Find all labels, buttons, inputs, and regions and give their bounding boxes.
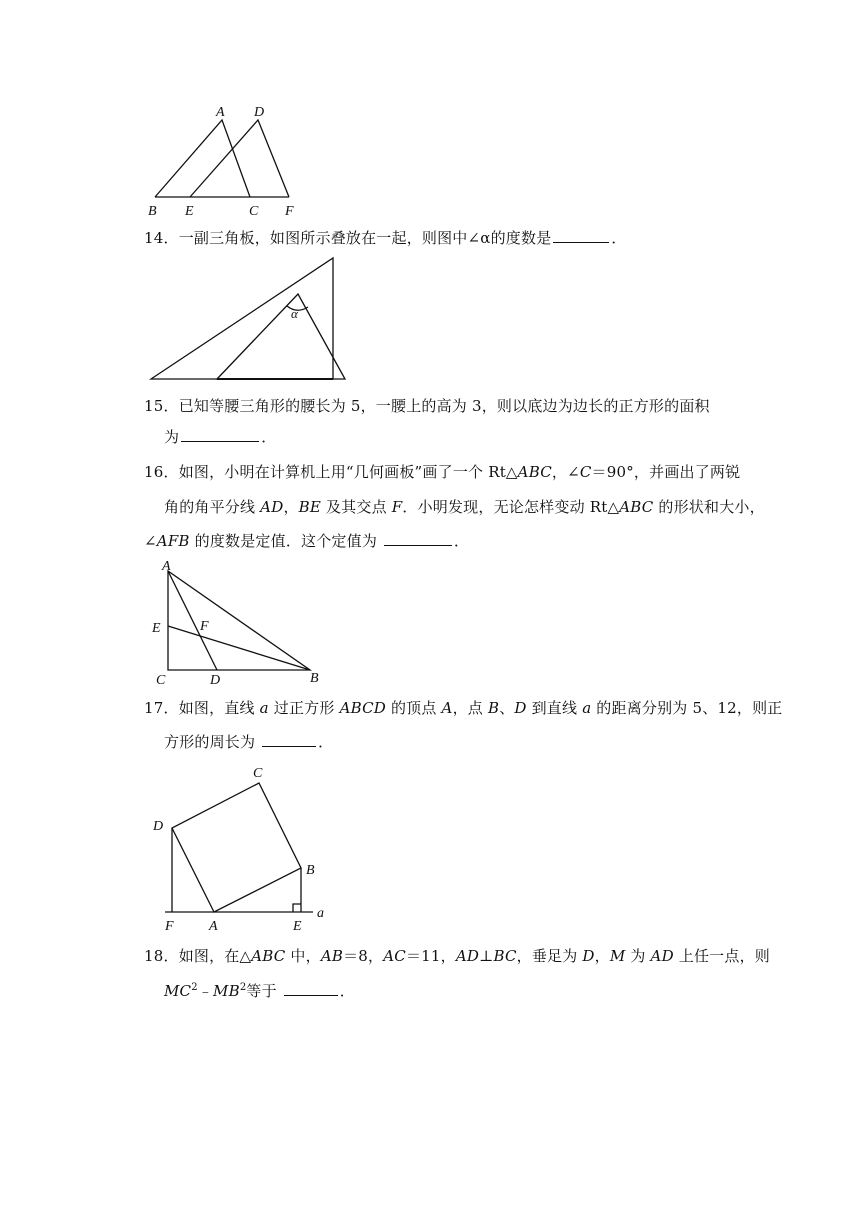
question-number: 15． (144, 397, 179, 415)
question-text: 如图，小明在计算机上用“几何画板”画了一个 Rt△ (178, 463, 518, 481)
math-var: B (487, 699, 500, 717)
label-e: E (152, 621, 161, 636)
figure-two-triangles (140, 100, 310, 220)
question-end: ． (318, 733, 334, 751)
question-text: 、 (499, 699, 515, 717)
question-text: 方形的周长为 (164, 733, 261, 751)
question-text: 上任一点，则 (673, 947, 770, 965)
math-var: D (514, 699, 527, 717)
question-17-cont (164, 732, 333, 752)
math-var: C (579, 463, 592, 481)
math-var: D (582, 947, 595, 965)
math-var: AC (383, 947, 406, 965)
label-line-a: a (317, 906, 324, 921)
math-var: AD (455, 947, 480, 965)
question-14 (144, 228, 627, 248)
label-d: D (254, 105, 265, 120)
answer-blank (181, 427, 259, 442)
question-text: 为 (625, 947, 651, 965)
question-text: ＝11， (405, 947, 456, 965)
question-text: 为 (164, 428, 180, 446)
question-text: 的度数是定值．这个定值为 (189, 532, 382, 550)
math-var: a (582, 699, 592, 717)
question-text: 的形状和大小， (653, 498, 765, 516)
question-end: ． (454, 532, 470, 550)
math-var: BE (298, 498, 322, 516)
question-text: 过正方形 (268, 699, 340, 717)
question-text: ∠ (144, 532, 157, 550)
question-number: 14． (144, 229, 179, 247)
math-var: ABC (517, 463, 552, 481)
question-text: ＝8， (343, 947, 384, 965)
question-text: ，点 (452, 699, 488, 717)
label-a: A (209, 919, 218, 934)
exponent: 2 (191, 982, 198, 993)
math-var: ABC (251, 947, 286, 965)
label-c: C (253, 766, 263, 781)
question-16-cont (164, 497, 765, 517)
math-var: A (441, 699, 453, 717)
answer-blank (384, 531, 452, 546)
question-text: 到直线 (526, 699, 583, 717)
answer-blank (262, 732, 316, 747)
label-a: A (162, 559, 171, 574)
label-b: B (310, 671, 319, 686)
question-18 (144, 946, 770, 966)
label-f: F (165, 919, 174, 934)
question-text: 中， (285, 947, 321, 965)
question-text: 的距离分别为 5、12，则正 (591, 699, 783, 717)
figure-right-triangle-bisectors (150, 560, 330, 690)
question-text: 一副三角板，如图所示叠放在一起，则图中∠α的度数是 (178, 229, 552, 247)
question-15 (144, 396, 710, 416)
question-text: 等于 (246, 982, 282, 1000)
question-end: ． (611, 229, 627, 247)
answer-blank (553, 228, 609, 243)
label-e: E (185, 204, 194, 219)
label-c: C (156, 673, 166, 688)
question-end: ． (339, 982, 355, 1000)
question-text: ， (594, 947, 610, 965)
label-b: B (148, 204, 157, 219)
math-var: BC (493, 947, 517, 965)
label-d: D (153, 819, 164, 834)
question-text: 的顶点 (386, 699, 442, 717)
label-e: E (293, 919, 302, 934)
math-var: a (259, 699, 269, 717)
question-text: 及其交点 (321, 498, 392, 516)
math-var: AD (260, 498, 284, 516)
math-var: M (609, 947, 626, 965)
math-var: MB (213, 982, 240, 1000)
math-var: MC (164, 982, 192, 1000)
figure-set-squares (145, 252, 355, 387)
question-18-cont (164, 981, 355, 1001)
question-text: 角的角平分线 (164, 498, 261, 516)
math-var: AFB (156, 532, 190, 550)
label-a: A (216, 105, 225, 120)
question-number: 17． (144, 699, 179, 717)
math-var: AD (650, 947, 674, 965)
label-d: D (210, 673, 221, 688)
exponent: 2 (239, 982, 247, 993)
label-b: B (306, 863, 315, 878)
question-text: 如图，直线 (178, 699, 260, 717)
question-16-cont2 (144, 531, 469, 551)
label-c: C (249, 204, 259, 219)
question-text: 已知等腰三角形的腰长为 5，一腰上的高为 3，则以底边为边长的正方形的面积 (178, 397, 710, 415)
question-15-cont (164, 427, 276, 447)
alpha-label: α (291, 306, 298, 321)
question-end: ． (261, 428, 277, 446)
question-text: ， (283, 498, 299, 516)
math-var: ABCD (339, 699, 386, 717)
question-text: 如图，在△ (178, 947, 252, 965)
math-var: F (391, 498, 403, 516)
question-text: ﹣ (197, 982, 214, 1000)
question-text: ，∠ (551, 463, 580, 481)
question-number: 18． (144, 947, 179, 965)
figure-square-on-line (145, 760, 345, 940)
question-text: ⊥ (479, 947, 494, 965)
question-number: 16． (144, 463, 179, 481)
answer-blank (284, 981, 338, 996)
question-text: ，垂足为 (516, 947, 583, 965)
math-var: ABC (619, 498, 654, 516)
question-17 (144, 698, 783, 718)
question-text: ．小明发现，无论怎样变动 Rt△ (402, 498, 620, 516)
math-var: AB (320, 947, 344, 965)
label-f: F (285, 204, 294, 219)
question-text: ＝90°，并画出了两锐 (591, 463, 741, 481)
question-16 (144, 462, 740, 482)
label-f: F (200, 619, 209, 634)
